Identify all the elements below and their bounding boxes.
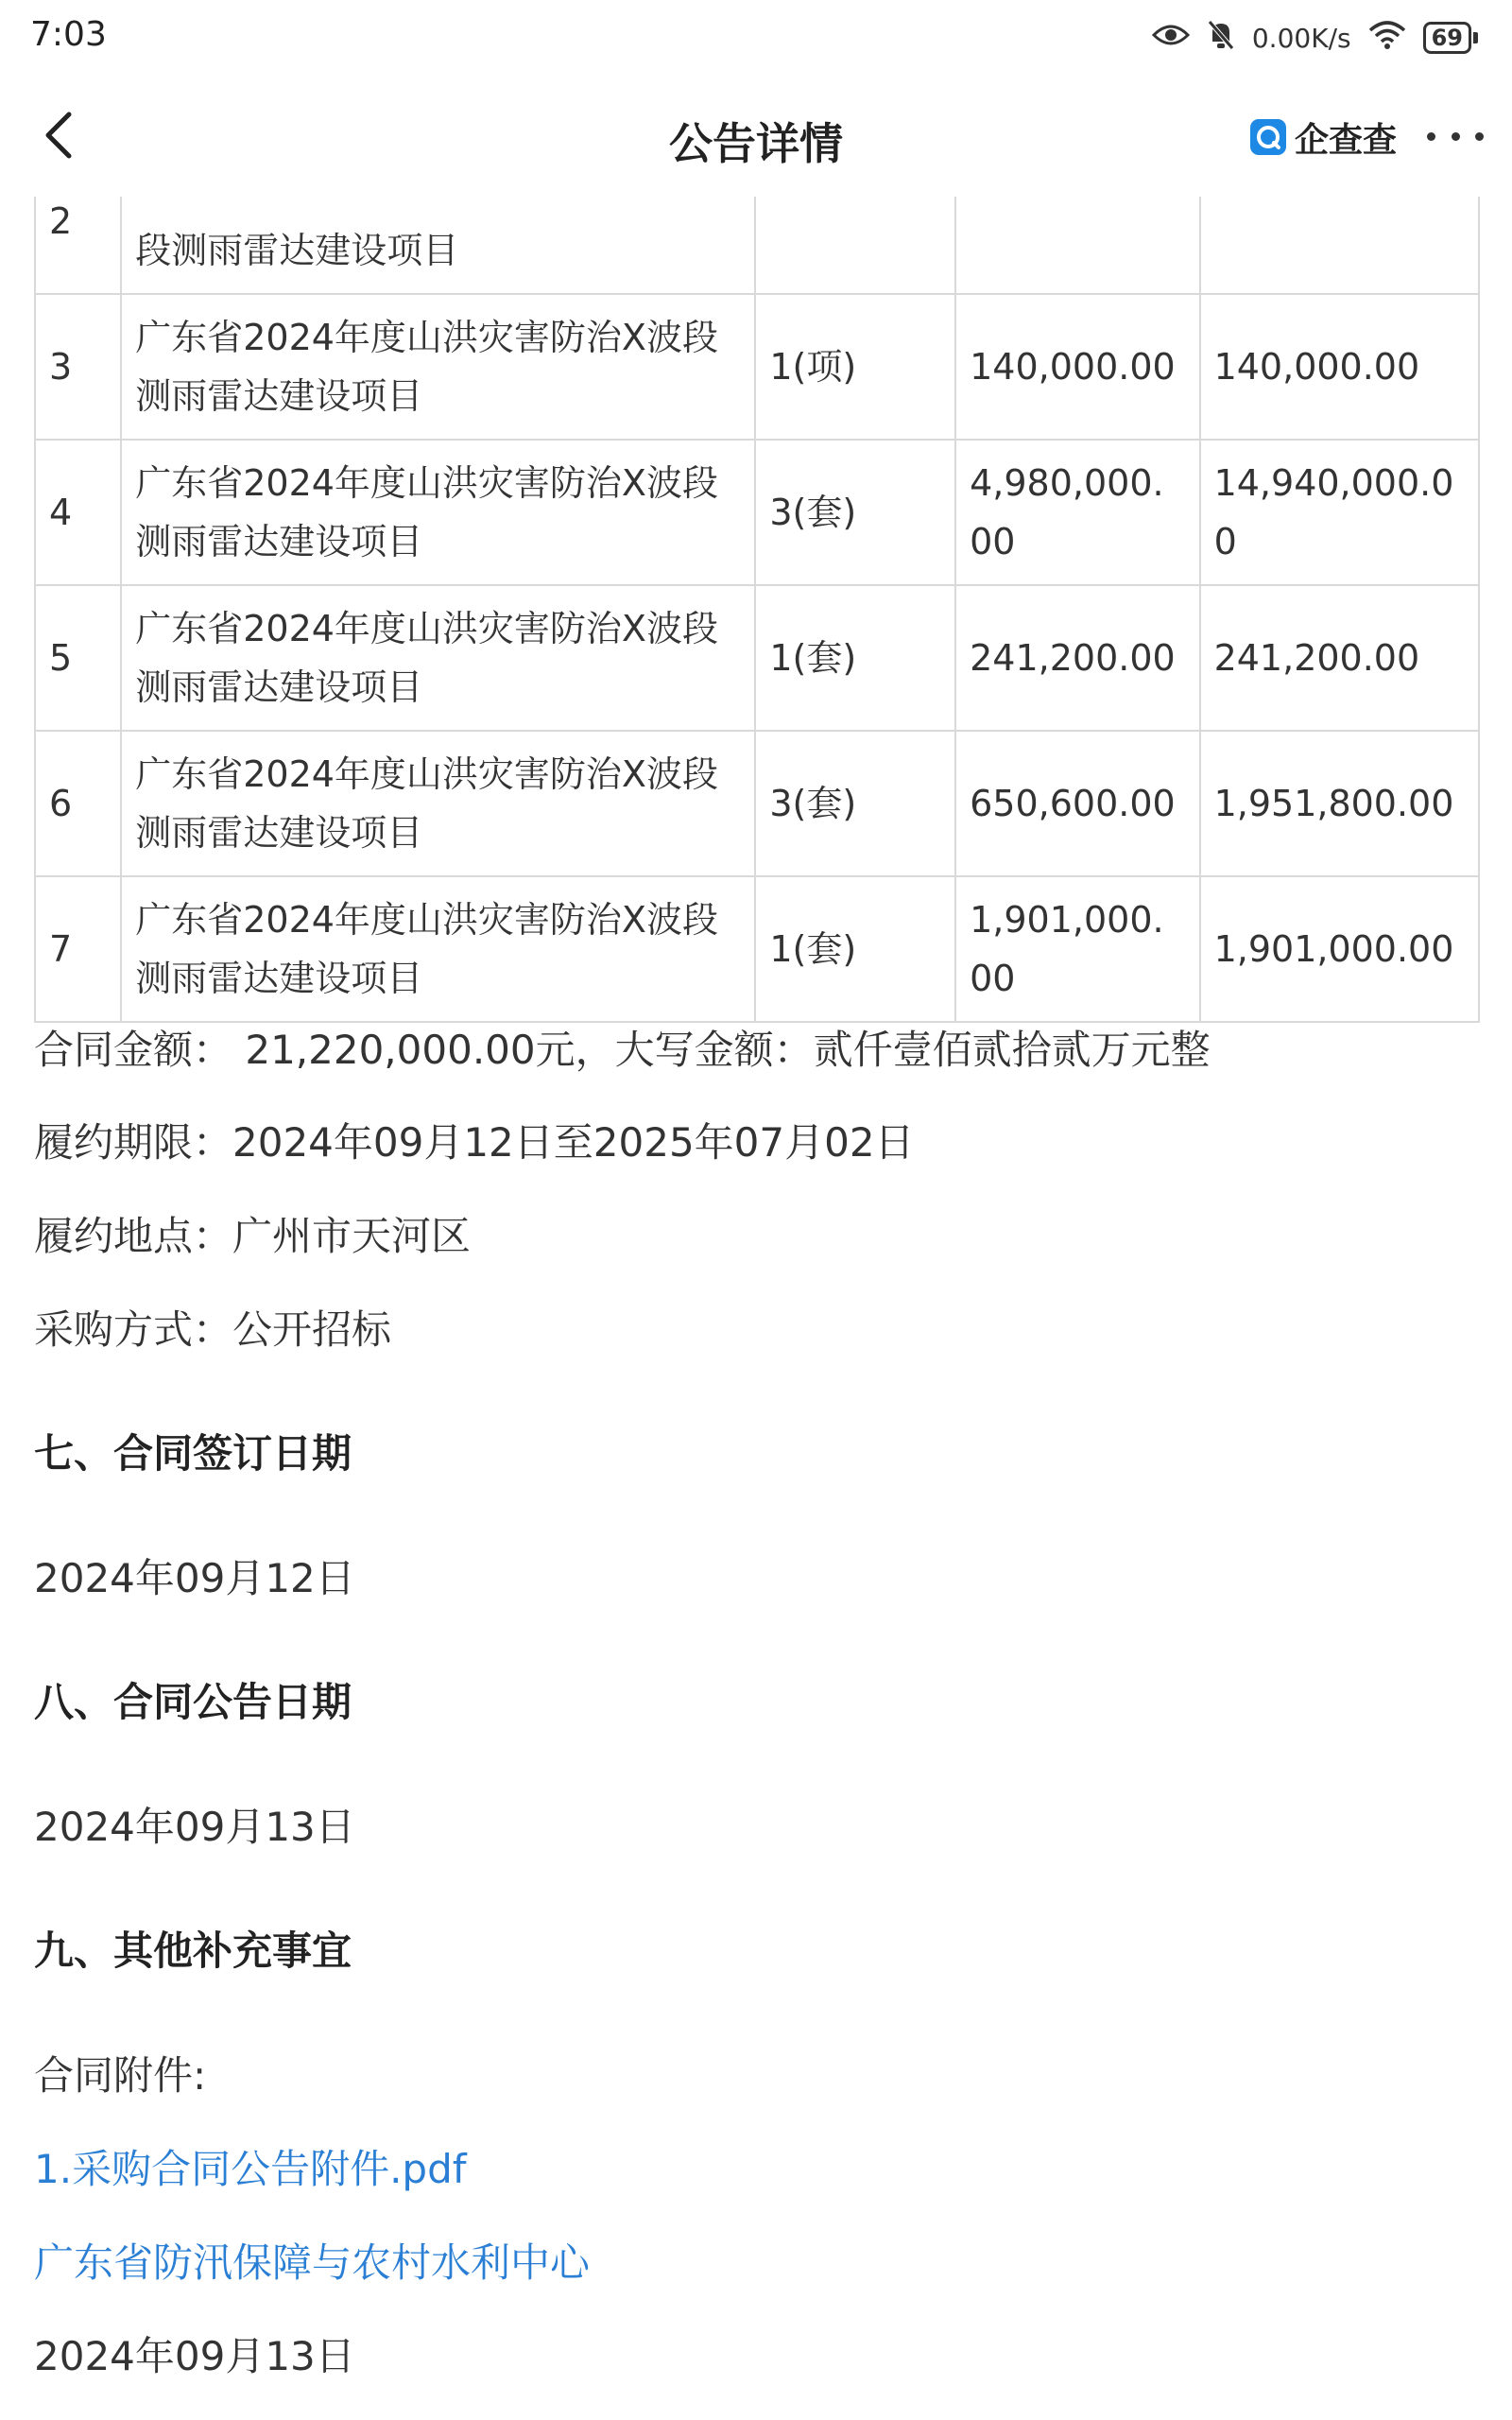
item-quantity: 1(套) <box>755 876 955 1022</box>
announcement-content[interactable] <box>0 197 1512 2420</box>
organization-link[interactable]: 广东省防汛保障与农村水利中心 <box>34 2239 591 2286</box>
item-quantity: 3(套) <box>755 440 955 585</box>
status-bar <box>0 0 1512 76</box>
page-title: 公告详情 <box>669 118 843 169</box>
row-number: 2 <box>35 148 121 294</box>
item-unit-price: 650,600.00 <box>955 731 1199 876</box>
more-icon-dot <box>1427 132 1435 141</box>
attachments-label: 合同附件: <box>34 2052 207 2099</box>
item-unit-price: 241,200.00 <box>955 585 1199 731</box>
status-time: 7:03 <box>30 15 107 54</box>
attachment-link[interactable]: 1.采购合同公告附件.pdf <box>34 2146 467 2192</box>
more-icon-dot <box>1475 132 1484 141</box>
battery-icon <box>1423 22 1478 54</box>
sign-date: 2024年09月12日 <box>34 1555 355 1601</box>
announce-date: 2024年09月13日 <box>34 1804 355 1850</box>
item-quantity: 1(套) <box>755 585 955 731</box>
app-header <box>0 76 1512 197</box>
row-number: 7 <box>35 876 121 1022</box>
contract-period: 履约期限：2024年09月12日至2025年07月02日 <box>34 1119 915 1166</box>
row-number: 3 <box>35 294 121 440</box>
table-row <box>35 731 1479 876</box>
item-total: 140,000.00 <box>1200 294 1479 440</box>
more-button[interactable] <box>1427 121 1484 151</box>
row-number: 4 <box>35 440 121 585</box>
item-total: 241,200.00 <box>1200 585 1479 731</box>
row-number: 5 <box>35 585 121 731</box>
table-row <box>35 294 1479 440</box>
sign-date-heading: 七、合同签订日期 <box>34 1430 352 1477</box>
more-icon-dot <box>1452 132 1460 141</box>
status-icons <box>1152 17 1478 59</box>
item-unit-price: 4,980,000.00 <box>955 440 1199 585</box>
contract-location: 履约地点：广州市天河区 <box>34 1213 472 1259</box>
wifi-icon <box>1368 21 1406 56</box>
qcc-brand[interactable] <box>1249 113 1397 161</box>
brand-label: 企查查 <box>1295 120 1398 160</box>
item-quantity: 3(套) <box>755 731 955 876</box>
item-name: 广东省2024年度山洪灾害防治X波段测雨雷达建设项目 <box>121 876 755 1022</box>
item-name: 广东省2024年度山洪灾害防治X波段测雨雷达建设项目 <box>121 585 755 731</box>
item-name: 广东省2024年度山洪灾害防治X波段测雨雷达建设项目 <box>121 294 755 440</box>
announce-date-heading: 八、合同公告日期 <box>34 1679 352 1725</box>
table-row <box>35 876 1479 1022</box>
bell-off-icon <box>1207 19 1235 58</box>
battery-level: 69 <box>1423 22 1471 54</box>
item-name: 广东省2024年度山洪灾害防治X波段测雨雷达建设项目 <box>121 731 755 876</box>
items-table <box>34 147 1480 1023</box>
item-name: 广东省2024年度山洪灾害防治X波段测雨雷达建设项目 <box>121 440 755 585</box>
item-unit-price: 1,901,000.00 <box>955 876 1199 1022</box>
table-row <box>35 440 1479 585</box>
contract-amount: 合同金额： 21,220,000.00元，大写金额：贰仟壹佰贰拾贰万元整 <box>34 1027 1211 1073</box>
row-number: 6 <box>35 731 121 876</box>
item-total: 1,951,800.00 <box>1200 731 1479 876</box>
other-matters-heading: 九、其他补充事宜 <box>34 1927 352 1974</box>
eye-icon <box>1152 22 1190 55</box>
table-row <box>35 585 1479 731</box>
item-total: 1,901,000.00 <box>1200 876 1479 1022</box>
item-name-tail: 段测雨雷达建设项目 <box>135 230 459 271</box>
footer-date: 2024年09月13日 <box>34 2333 355 2379</box>
procurement-method: 采购方式：公开招标 <box>34 1306 392 1353</box>
item-quantity: 1(项) <box>755 294 955 440</box>
item-unit-price: 140,000.00 <box>955 294 1199 440</box>
qcc-logo-icon <box>1249 118 1287 156</box>
network-speed: 0.00K/s <box>1251 22 1351 54</box>
item-total: 14,940,000.00 <box>1200 440 1479 585</box>
